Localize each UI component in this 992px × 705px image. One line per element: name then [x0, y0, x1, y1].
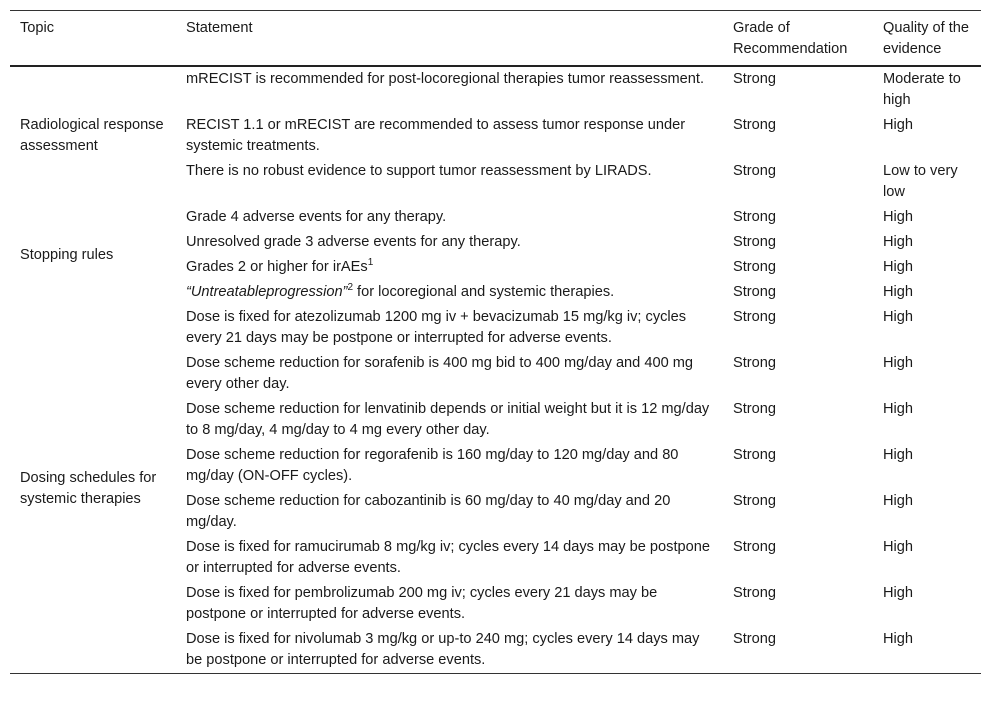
- table-row: [10, 205, 981, 230]
- grade-cell: Strong: [733, 447, 776, 463]
- topic-cell: Radiological response assessment: [20, 117, 164, 154]
- quality-cell: High: [883, 401, 914, 417]
- statement-cell: RECIST 1.1 or mRECIST are recommended to assess tumor response under systemic treatments.: [186, 117, 686, 154]
- table-row: [10, 305, 981, 351]
- recommendations-table: [10, 10, 981, 674]
- quality-cell: High: [883, 585, 914, 601]
- quality-cell: High: [883, 209, 914, 225]
- quality-cell: High: [883, 355, 914, 371]
- grade-cell: Strong: [733, 209, 776, 225]
- statement-italic: “Untreatableprogression”: [186, 284, 348, 300]
- statement-cell: Unresolved grade 3 adverse events for any therapy.: [186, 234, 521, 250]
- statement-cell: Dose is fixed for pembrolizumab 200 mg iv; cycles every 21 days may be postpone or interrupted for adverse events.: [186, 585, 658, 622]
- statement-cell: Dose is fixed for atezolizumab 1200 mg iv + bevacizumab 15 mg/kg iv; cycles every 21 days may be postpone or interrupted for adverse events.: [186, 309, 687, 346]
- statement-cell: Dose is fixed for ramucirumab 8 mg/kg iv; cycles every 14 days may be postpone or interrupted for adverse events.: [186, 539, 710, 576]
- grade-cell: Strong: [733, 259, 776, 275]
- statement-cell: Dose scheme reduction for sorafenib is 400 mg bid to 400 mg/day and 400 mg every other day.: [186, 355, 694, 392]
- grade-cell: Strong: [733, 163, 776, 179]
- quality-cell: High: [883, 117, 914, 133]
- header-grade: Grade of Recommendation: [733, 20, 848, 57]
- statement-cell: [176, 255, 723, 280]
- statement-text: Grades 2 or higher for irAEs: [186, 259, 368, 275]
- statement-cell: There is no robust evidence to support tumor reassessment by LIRADS.: [186, 163, 652, 179]
- quality-cell: Low to very low: [883, 163, 958, 200]
- quality-cell: High: [883, 447, 914, 463]
- quality-cell: High: [883, 493, 914, 509]
- grade-cell: Strong: [733, 309, 776, 325]
- grade-cell: Strong: [733, 539, 776, 555]
- topic-cell: Stopping rules: [20, 246, 114, 263]
- grade-cell: Strong: [733, 585, 776, 601]
- grade-cell: Strong: [733, 234, 776, 250]
- quality-cell: High: [883, 631, 914, 647]
- header-quality: Quality of the evidence: [883, 20, 969, 57]
- statement-cell: Dose is fixed for nivolumab 3 mg/kg or up-to 240 mg; cycles every 14 days may be postpone or interrupted for adverse events.: [186, 631, 700, 668]
- quality-cell: Moderate to high: [883, 71, 961, 108]
- grade-cell: Strong: [733, 71, 776, 87]
- footnote-marker: 1: [367, 257, 374, 269]
- header-statement: Statement: [186, 20, 253, 36]
- grade-cell: Strong: [733, 401, 776, 417]
- quality-cell: High: [883, 309, 914, 325]
- statement-cell: Dose scheme reduction for lenvatinib depends or initial weight but it is 12 mg/day to 8 mg/day, 4 mg/day to 4 mg every other day.: [186, 401, 710, 438]
- statement-cell: mRECIST is recommended for post-locoregional therapies tumor reassessment.: [186, 71, 705, 87]
- grade-cell: Strong: [733, 631, 776, 647]
- footnote-marker: 2: [347, 282, 353, 294]
- statement-text: for locoregional and systemic therapies.: [353, 284, 615, 300]
- statement-cell: Dose scheme reduction for regorafenib is 160 mg/day to 120 mg/day and 80 mg/day (ON-OFF cycles).: [186, 447, 679, 484]
- quality-cell: High: [883, 234, 914, 250]
- statement-cell: Dose scheme reduction for cabozantinib is 60 mg/day to 40 mg/day and 20 mg/day.: [186, 493, 671, 530]
- grade-cell: Strong: [733, 355, 776, 371]
- topic-cell: Dosing schedules for systemic therapies: [20, 470, 157, 507]
- statement-cell: Grade 4 adverse events for any therapy.: [186, 209, 447, 225]
- statement-cell: [176, 280, 723, 305]
- quality-cell: High: [883, 539, 914, 555]
- quality-cell: High: [883, 284, 914, 300]
- grade-cell: Strong: [733, 117, 776, 133]
- header-row: [10, 11, 981, 67]
- table-row: [10, 66, 981, 113]
- quality-cell: High: [883, 259, 914, 275]
- grade-cell: Strong: [733, 284, 776, 300]
- grade-cell: Strong: [733, 493, 776, 509]
- header-topic: Topic: [20, 20, 55, 36]
